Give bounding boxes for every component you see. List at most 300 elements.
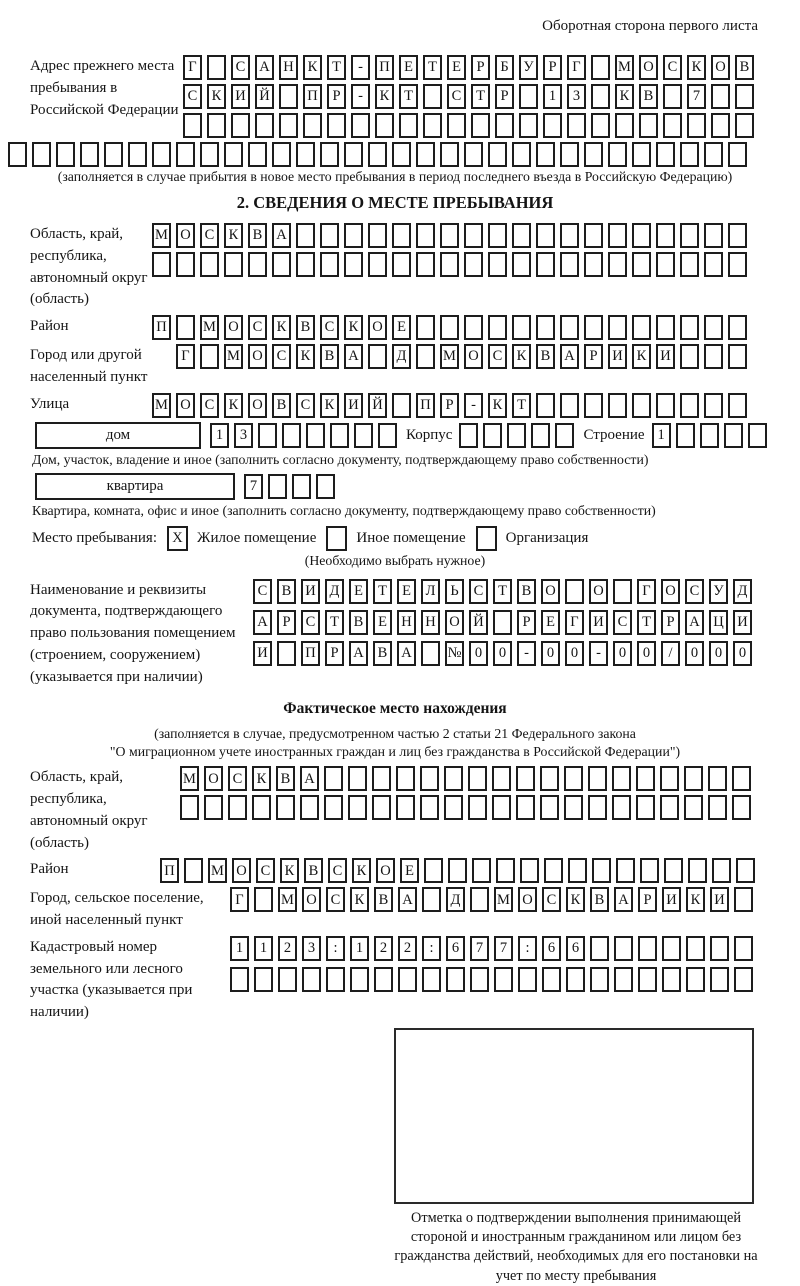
char-cell[interactable] — [32, 142, 51, 167]
char-cell[interactable]: А — [349, 641, 368, 666]
char-cell[interactable] — [507, 423, 526, 448]
char-cell[interactable]: Н — [421, 610, 440, 635]
char-cell[interactable]: 0 — [709, 641, 728, 666]
char-cell[interactable]: О — [376, 858, 395, 883]
char-cell[interactable]: Г — [567, 55, 586, 80]
char-cell[interactable] — [448, 858, 467, 883]
char-cell[interactable] — [734, 936, 753, 961]
char-cell[interactable]: С — [253, 579, 272, 604]
char-cell[interactable]: Ь — [445, 579, 464, 604]
char-cell[interactable] — [512, 315, 531, 340]
char-cell[interactable] — [711, 113, 730, 138]
char-cell[interactable] — [423, 113, 442, 138]
char-cell[interactable]: Р — [661, 610, 680, 635]
char-cell[interactable] — [416, 252, 435, 277]
char-cell[interactable]: Т — [423, 55, 442, 80]
char-cell[interactable]: Е — [399, 55, 418, 80]
char-cell[interactable]: А — [397, 641, 416, 666]
char-cell[interactable]: Е — [373, 610, 392, 635]
char-cell[interactable] — [748, 423, 767, 448]
char-cell[interactable]: М — [440, 344, 459, 369]
char-cell[interactable] — [608, 393, 627, 418]
char-cell[interactable]: Р — [327, 84, 346, 109]
char-cell[interactable]: 6 — [446, 936, 465, 961]
char-cell[interactable] — [416, 344, 435, 369]
char-cell[interactable] — [564, 766, 583, 791]
char-cell[interactable] — [590, 967, 609, 992]
char-cell[interactable]: С — [248, 315, 267, 340]
char-cell[interactable] — [728, 252, 747, 277]
char-cell[interactable] — [258, 423, 277, 448]
char-cell[interactable] — [590, 936, 609, 961]
char-cell[interactable] — [728, 344, 747, 369]
char-cell[interactable]: К — [224, 393, 243, 418]
char-cell[interactable]: С — [542, 887, 561, 912]
char-cell[interactable] — [608, 142, 627, 167]
char-cell[interactable] — [228, 795, 247, 820]
char-cell[interactable] — [536, 223, 555, 248]
char-cell[interactable]: Т — [327, 55, 346, 80]
char-cell[interactable] — [348, 766, 367, 791]
char-cell[interactable]: О — [224, 315, 243, 340]
char-cell[interactable] — [632, 223, 651, 248]
char-cell[interactable] — [686, 936, 705, 961]
char-cell[interactable] — [200, 344, 219, 369]
char-cell[interactable] — [734, 967, 753, 992]
char-cell[interactable] — [423, 84, 442, 109]
char-cell[interactable] — [680, 142, 699, 167]
char-cell[interactable]: В — [373, 641, 392, 666]
char-cell[interactable] — [531, 423, 550, 448]
char-cell[interactable]: М — [224, 344, 243, 369]
char-cell[interactable]: 7 — [244, 474, 263, 499]
char-cell[interactable]: 2 — [374, 936, 393, 961]
char-cell[interactable]: Р — [325, 641, 344, 666]
char-cell[interactable] — [728, 393, 747, 418]
char-cell[interactable]: Д — [733, 579, 752, 604]
char-cell[interactable]: 1 — [230, 936, 249, 961]
char-cell[interactable] — [612, 766, 631, 791]
char-cell[interactable] — [687, 113, 706, 138]
char-cell[interactable]: А — [398, 887, 417, 912]
char-cell[interactable]: Н — [397, 610, 416, 635]
char-cell[interactable] — [354, 423, 373, 448]
char-cell[interactable]: К — [296, 344, 315, 369]
char-cell[interactable]: К — [566, 887, 585, 912]
char-cell[interactable]: - — [351, 84, 370, 109]
char-cell[interactable]: Е — [400, 858, 419, 883]
char-cell[interactable] — [710, 967, 729, 992]
char-cell[interactable]: В — [517, 579, 536, 604]
char-cell[interactable] — [492, 766, 511, 791]
char-cell[interactable] — [350, 967, 369, 992]
char-cell[interactable]: 6 — [542, 936, 561, 961]
char-cell[interactable] — [656, 142, 675, 167]
char-cell[interactable]: Г — [637, 579, 656, 604]
char-cell[interactable] — [324, 766, 343, 791]
char-cell[interactable]: - — [351, 55, 370, 80]
char-cell[interactable]: 0 — [541, 641, 560, 666]
char-cell[interactable] — [536, 252, 555, 277]
char-cell[interactable] — [676, 423, 695, 448]
char-cell[interactable]: 7 — [494, 936, 513, 961]
char-cell[interactable]: 7 — [687, 84, 706, 109]
char-cell[interactable]: Т — [325, 610, 344, 635]
char-cell[interactable] — [660, 795, 679, 820]
char-cell[interactable]: К — [280, 858, 299, 883]
char-cell[interactable] — [392, 142, 411, 167]
char-cell[interactable] — [724, 423, 743, 448]
char-cell[interactable]: 6 — [566, 936, 585, 961]
char-cell[interactable] — [688, 858, 707, 883]
char-cell[interactable] — [464, 223, 483, 248]
char-cell[interactable] — [512, 142, 531, 167]
char-cell[interactable]: С — [328, 858, 347, 883]
char-cell[interactable] — [680, 315, 699, 340]
char-cell[interactable]: И — [253, 641, 272, 666]
char-cell[interactable] — [632, 142, 651, 167]
char-cell[interactable] — [468, 795, 487, 820]
char-cell[interactable] — [231, 113, 250, 138]
char-cell[interactable] — [392, 393, 411, 418]
char-cell[interactable] — [638, 967, 657, 992]
char-cell[interactable]: Г — [183, 55, 202, 80]
char-cell[interactable] — [176, 315, 195, 340]
char-cell[interactable]: В — [276, 766, 295, 791]
char-cell[interactable] — [444, 795, 463, 820]
char-cell[interactable] — [278, 967, 297, 992]
char-cell[interactable] — [392, 252, 411, 277]
char-cell[interactable]: В — [374, 887, 393, 912]
char-cell[interactable] — [248, 252, 267, 277]
char-cell[interactable]: С — [256, 858, 275, 883]
char-cell[interactable] — [255, 113, 274, 138]
char-cell[interactable]: В — [639, 84, 658, 109]
char-cell[interactable]: И — [733, 610, 752, 635]
char-cell[interactable] — [735, 113, 754, 138]
char-cell[interactable]: И — [301, 579, 320, 604]
char-cell[interactable]: С — [231, 55, 250, 80]
char-cell[interactable] — [704, 393, 723, 418]
char-cell[interactable] — [344, 252, 363, 277]
char-cell[interactable]: О — [176, 223, 195, 248]
char-cell[interactable] — [296, 142, 315, 167]
char-cell[interactable]: 2 — [398, 936, 417, 961]
char-cell[interactable] — [351, 113, 370, 138]
char-cell[interactable]: С — [488, 344, 507, 369]
char-cell[interactable] — [440, 252, 459, 277]
char-cell[interactable] — [372, 766, 391, 791]
char-cell[interactable]: У — [709, 579, 728, 604]
char-cell[interactable]: О — [248, 344, 267, 369]
char-cell[interactable]: Й — [255, 84, 274, 109]
char-cell[interactable]: В — [536, 344, 555, 369]
char-cell[interactable] — [708, 766, 727, 791]
char-cell[interactable]: С — [200, 393, 219, 418]
char-cell[interactable] — [372, 795, 391, 820]
char-cell[interactable] — [416, 142, 435, 167]
char-cell[interactable] — [368, 344, 387, 369]
char-cell[interactable] — [327, 113, 346, 138]
stay-checkbox-organization[interactable] — [476, 526, 497, 551]
char-cell[interactable] — [614, 936, 633, 961]
char-cell[interactable]: С — [685, 579, 704, 604]
char-cell[interactable] — [663, 84, 682, 109]
char-cell[interactable] — [632, 315, 651, 340]
char-cell[interactable] — [712, 858, 731, 883]
char-cell[interactable]: / — [661, 641, 680, 666]
char-cell[interactable] — [728, 315, 747, 340]
char-cell[interactable]: И — [656, 344, 675, 369]
char-cell[interactable] — [471, 113, 490, 138]
char-cell[interactable]: Е — [397, 579, 416, 604]
char-cell[interactable]: Д — [392, 344, 411, 369]
char-cell[interactable] — [344, 223, 363, 248]
char-cell[interactable]: А — [253, 610, 272, 635]
char-cell[interactable] — [536, 142, 555, 167]
char-cell[interactable]: О — [368, 315, 387, 340]
char-cell[interactable]: С — [183, 84, 202, 109]
char-cell[interactable] — [735, 84, 754, 109]
char-cell[interactable] — [615, 113, 634, 138]
char-cell[interactable]: К — [615, 84, 634, 109]
char-cell[interactable]: Т — [493, 579, 512, 604]
char-cell[interactable] — [704, 315, 723, 340]
char-cell[interactable]: У — [519, 55, 538, 80]
char-cell[interactable] — [584, 223, 603, 248]
char-cell[interactable]: 0 — [637, 641, 656, 666]
char-cell[interactable] — [584, 252, 603, 277]
char-cell[interactable]: Р — [543, 55, 562, 80]
char-cell[interactable] — [704, 252, 723, 277]
char-cell[interactable] — [416, 223, 435, 248]
char-cell[interactable] — [496, 858, 515, 883]
char-cell[interactable]: А — [685, 610, 704, 635]
char-cell[interactable] — [306, 423, 325, 448]
char-cell[interactable]: К — [512, 344, 531, 369]
char-cell[interactable] — [732, 795, 751, 820]
char-cell[interactable] — [660, 766, 679, 791]
char-cell[interactable] — [470, 967, 489, 992]
char-cell[interactable]: К — [632, 344, 651, 369]
char-cell[interactable]: Т — [512, 393, 531, 418]
char-cell[interactable] — [555, 423, 574, 448]
char-cell[interactable]: Б — [495, 55, 514, 80]
char-cell[interactable]: С — [469, 579, 488, 604]
char-cell[interactable]: В — [296, 315, 315, 340]
char-cell[interactable] — [684, 795, 703, 820]
char-cell[interactable] — [495, 113, 514, 138]
char-cell[interactable] — [560, 315, 579, 340]
char-cell[interactable] — [734, 887, 753, 912]
char-cell[interactable]: К — [686, 887, 705, 912]
char-cell[interactable] — [544, 858, 563, 883]
char-cell[interactable]: О — [232, 858, 251, 883]
char-cell[interactable]: 7 — [470, 936, 489, 961]
char-cell[interactable] — [700, 423, 719, 448]
char-cell[interactable] — [464, 142, 483, 167]
char-cell[interactable] — [152, 252, 171, 277]
char-cell[interactable]: Т — [373, 579, 392, 604]
char-cell[interactable] — [326, 967, 345, 992]
char-cell[interactable] — [656, 252, 675, 277]
char-cell[interactable]: В — [304, 858, 323, 883]
char-cell[interactable]: А — [272, 223, 291, 248]
char-cell[interactable]: М — [152, 393, 171, 418]
char-cell[interactable]: К — [375, 84, 394, 109]
char-cell[interactable]: С — [301, 610, 320, 635]
char-cell[interactable]: Р — [584, 344, 603, 369]
char-cell[interactable] — [420, 766, 439, 791]
char-cell[interactable]: О — [464, 344, 483, 369]
char-cell[interactable] — [684, 766, 703, 791]
char-cell[interactable] — [248, 142, 267, 167]
char-cell[interactable]: Й — [368, 393, 387, 418]
char-cell[interactable] — [316, 474, 335, 499]
char-cell[interactable] — [728, 223, 747, 248]
char-cell[interactable] — [440, 142, 459, 167]
char-cell[interactable]: И — [608, 344, 627, 369]
char-cell[interactable] — [728, 142, 747, 167]
char-cell[interactable]: О — [541, 579, 560, 604]
char-cell[interactable]: С — [613, 610, 632, 635]
char-cell[interactable] — [519, 84, 538, 109]
char-cell[interactable]: 1 — [350, 936, 369, 961]
char-cell[interactable]: М — [615, 55, 634, 80]
char-cell[interactable] — [588, 795, 607, 820]
char-cell[interactable] — [292, 474, 311, 499]
char-cell[interactable]: П — [152, 315, 171, 340]
char-cell[interactable]: В — [735, 55, 754, 80]
char-cell[interactable] — [564, 795, 583, 820]
char-cell[interactable] — [664, 858, 683, 883]
char-cell[interactable] — [184, 858, 203, 883]
char-cell[interactable] — [488, 252, 507, 277]
char-cell[interactable]: 1 — [652, 423, 671, 448]
char-cell[interactable] — [440, 315, 459, 340]
char-cell[interactable] — [492, 795, 511, 820]
char-cell[interactable] — [516, 795, 535, 820]
char-cell[interactable] — [614, 967, 633, 992]
char-cell[interactable]: В — [277, 579, 296, 604]
char-cell[interactable] — [80, 142, 99, 167]
char-cell[interactable]: О — [176, 393, 195, 418]
char-cell[interactable] — [516, 766, 535, 791]
char-cell[interactable]: Н — [279, 55, 298, 80]
char-cell[interactable]: Й — [469, 610, 488, 635]
char-cell[interactable] — [152, 142, 171, 167]
char-cell[interactable]: 2 — [278, 936, 297, 961]
char-cell[interactable] — [640, 858, 659, 883]
char-cell[interactable] — [440, 223, 459, 248]
char-cell[interactable] — [488, 142, 507, 167]
char-cell[interactable] — [421, 641, 440, 666]
char-cell[interactable] — [560, 252, 579, 277]
char-cell[interactable] — [680, 223, 699, 248]
char-cell[interactable]: О — [639, 55, 658, 80]
char-cell[interactable]: С — [326, 887, 345, 912]
char-cell[interactable] — [732, 766, 751, 791]
char-cell[interactable]: - — [464, 393, 483, 418]
char-cell[interactable]: П — [301, 641, 320, 666]
char-cell[interactable]: № — [445, 641, 464, 666]
char-cell[interactable]: О — [518, 887, 537, 912]
char-cell[interactable] — [566, 967, 585, 992]
char-cell[interactable]: Р — [471, 55, 490, 80]
char-cell[interactable] — [494, 967, 513, 992]
char-cell[interactable]: П — [416, 393, 435, 418]
char-cell[interactable] — [320, 252, 339, 277]
char-cell[interactable]: В — [349, 610, 368, 635]
char-cell[interactable] — [632, 252, 651, 277]
char-cell[interactable] — [272, 252, 291, 277]
char-cell[interactable]: С — [663, 55, 682, 80]
char-cell[interactable] — [616, 858, 635, 883]
char-cell[interactable]: К — [320, 393, 339, 418]
char-cell[interactable] — [540, 795, 559, 820]
char-cell[interactable]: Д — [325, 579, 344, 604]
char-cell[interactable] — [422, 887, 441, 912]
char-cell[interactable] — [656, 223, 675, 248]
char-cell[interactable] — [279, 113, 298, 138]
char-cell[interactable] — [279, 84, 298, 109]
char-cell[interactable] — [422, 967, 441, 992]
char-cell[interactable] — [399, 113, 418, 138]
char-cell[interactable] — [424, 858, 443, 883]
char-cell[interactable]: Р — [440, 393, 459, 418]
char-cell[interactable]: Е — [541, 610, 560, 635]
char-cell[interactable] — [416, 315, 435, 340]
char-cell[interactable] — [584, 315, 603, 340]
char-cell[interactable] — [324, 795, 343, 820]
char-cell[interactable]: О — [589, 579, 608, 604]
char-cell[interactable] — [686, 967, 705, 992]
char-cell[interactable]: С — [272, 344, 291, 369]
char-cell[interactable] — [536, 393, 555, 418]
char-cell[interactable]: М — [180, 766, 199, 791]
char-cell[interactable]: К — [272, 315, 291, 340]
char-cell[interactable] — [180, 795, 199, 820]
char-cell[interactable] — [128, 142, 147, 167]
char-cell[interactable]: Е — [349, 579, 368, 604]
char-cell[interactable] — [560, 142, 579, 167]
char-cell[interactable]: В — [272, 393, 291, 418]
char-cell[interactable] — [296, 223, 315, 248]
char-cell[interactable] — [459, 423, 478, 448]
char-cell[interactable] — [710, 936, 729, 961]
char-cell[interactable]: В — [248, 223, 267, 248]
char-cell[interactable] — [320, 142, 339, 167]
char-cell[interactable] — [656, 315, 675, 340]
char-cell[interactable]: С — [320, 315, 339, 340]
char-cell[interactable] — [591, 55, 610, 80]
char-cell[interactable] — [378, 423, 397, 448]
char-cell[interactable]: К — [352, 858, 371, 883]
char-cell[interactable]: 0 — [685, 641, 704, 666]
char-cell[interactable] — [542, 967, 561, 992]
char-cell[interactable]: А — [255, 55, 274, 80]
char-cell[interactable]: Р — [277, 610, 296, 635]
char-cell[interactable] — [520, 858, 539, 883]
char-cell[interactable] — [224, 252, 243, 277]
char-cell[interactable]: О — [248, 393, 267, 418]
char-cell[interactable] — [303, 113, 322, 138]
char-cell[interactable]: 3 — [302, 936, 321, 961]
stay-checkbox-residential[interactable]: X — [167, 526, 188, 551]
char-cell[interactable]: Т — [471, 84, 490, 109]
char-cell[interactable] — [612, 795, 631, 820]
char-cell[interactable]: 0 — [469, 641, 488, 666]
